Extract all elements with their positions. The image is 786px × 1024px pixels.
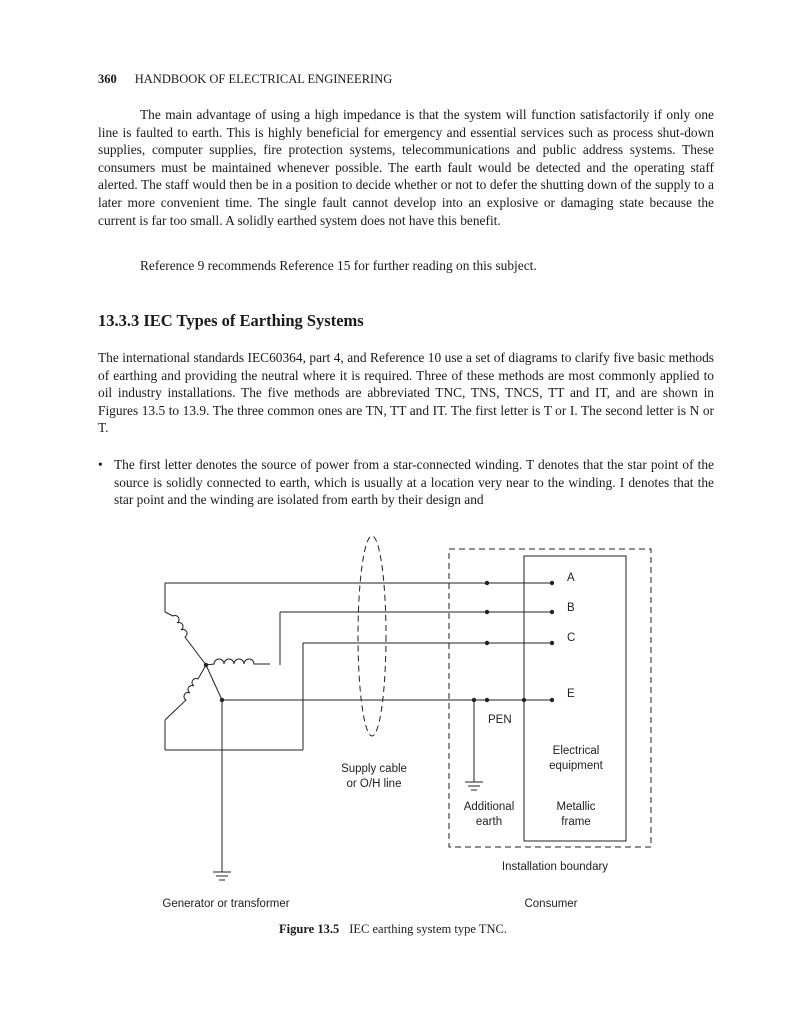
label-oh-line: or O/H line	[346, 778, 402, 790]
label-metallic: Metallic	[556, 801, 596, 813]
connection-dots	[204, 581, 554, 702]
section-title: IEC Types of Earthing Systems	[143, 311, 364, 330]
equipment-frame	[524, 556, 626, 841]
label-additional: Additional	[463, 801, 515, 813]
label-electrical: Electrical	[552, 745, 600, 757]
label-supply-cable: Supply cable	[341, 763, 407, 775]
label-phase-a: A	[567, 572, 575, 584]
label-consumer: Consumer	[524, 898, 578, 910]
label-phase-c: C	[567, 632, 576, 644]
additional-earth-symbol	[465, 782, 483, 790]
caption-text: IEC earthing system type TNC.	[349, 922, 507, 936]
paragraph-high-impedance: The main advantage of using a high impedance is that the system will function satisfactorily if only one line is faulted to earth. This is highly beneficial for emergency and essential services such as process shut-down supplies, computer supplies, fire protection systems, telecommunications and public address systems. These consumers must be maintained whenever possible. The earth fault would be detected and the operating staff alerted. The staff would then be in a position to decide whether or not to defer the shutting down of the supply to a later more convenient time. The single fault cannot develop into an explosive or damaging state because the current is far too small. A solidly earthed system does not have this benefit.	[98, 107, 714, 228]
caption-number: Figure 13.5	[279, 922, 340, 936]
label-phase-b: B	[567, 602, 575, 614]
supply-cable-ellipse	[358, 536, 386, 736]
star-winding	[165, 583, 270, 750]
page-number: 360	[98, 72, 117, 86]
paragraph-iec-standards: The international standards IEC60364, part 4, and Reference 10 use a set of diagrams to clarify five basic methods of earthing and providing the neutral where it is required. Three of these methods are most commonly applied to oil industry installations. The five methods are abbreviated TNC, TNS, TNCS, TT and IT, and are shown in Figures 13.5 to 13.9. The three common ones are TN, TT and IT. The first letter is T or I. The second letter is N or T.	[98, 350, 714, 436]
bullet-dot: •	[98, 457, 103, 472]
label-frame: frame	[561, 816, 591, 828]
generator-earth-symbol	[213, 872, 231, 880]
label-generator: Generator or transformer	[162, 898, 290, 910]
running-title: HANDBOOK OF ELECTRICAL ENGINEERING	[134, 72, 393, 86]
figure-caption	[0, 922, 786, 937]
bullet-text: The first letter denotes the source of power from a star-connected winding. T denotes that the star point of the source is solidly connected to earth, which is usually at a location very near to the winding. I denotes that the star point and the winding are isolated from earth by their design and	[114, 457, 714, 508]
paragraph-reference: Reference 9 recommends Reference 15 for further reading on this subject.	[140, 258, 537, 273]
label-e: E	[567, 688, 575, 700]
section-number: 13.3.3	[98, 311, 140, 330]
label-equipment: equipment	[549, 760, 603, 772]
label-pen: PEN	[488, 714, 512, 726]
label-installation-boundary: Installation boundary	[501, 861, 609, 873]
label-earth: earth	[475, 816, 503, 828]
